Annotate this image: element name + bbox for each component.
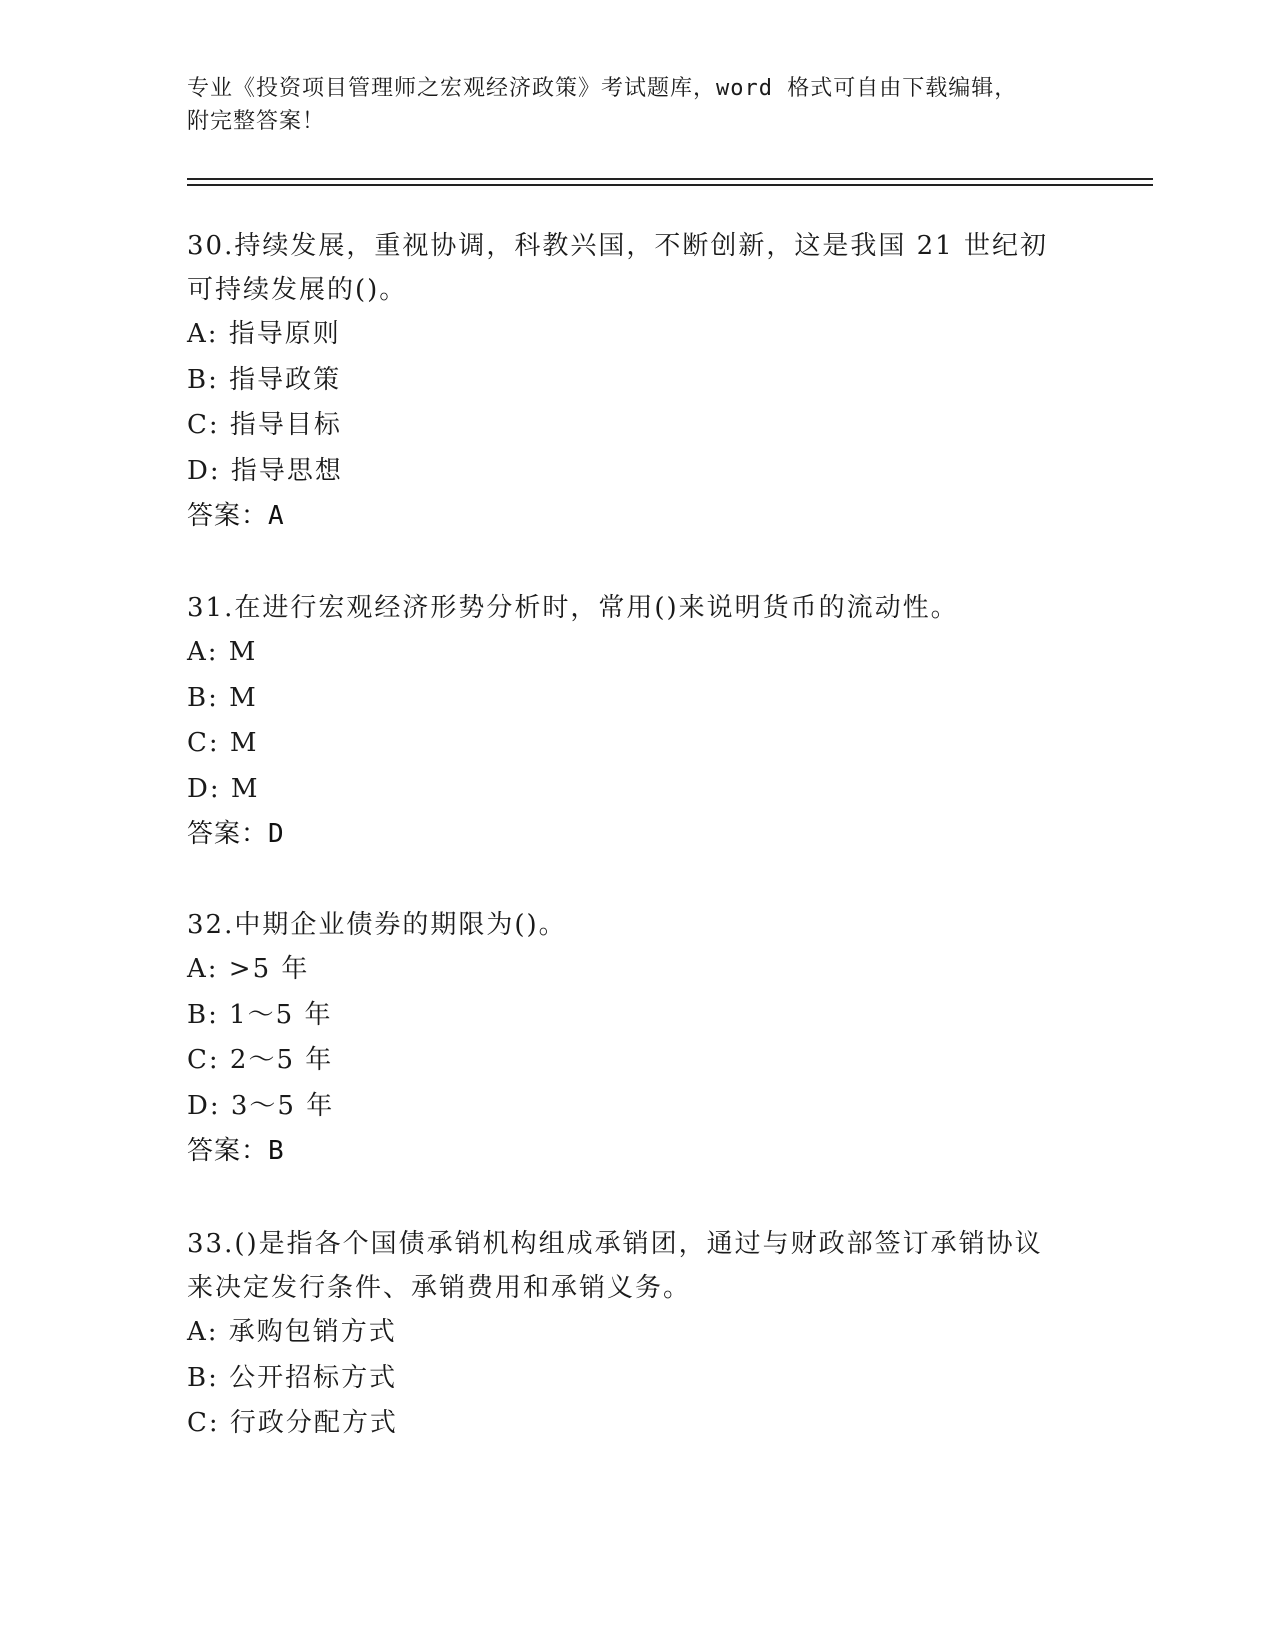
question-text-line-1: 30.持续发展，重视协调，科教兴国，不断创新，这是我国 21 世纪初 [187, 231, 1048, 261]
question-31 [187, 586, 1087, 858]
answer [187, 1129, 1087, 1175]
question-33 [187, 1222, 1087, 1447]
answer-value: D [268, 819, 285, 849]
intro-line-2: 附完整答案！ [187, 109, 326, 134]
option-c: C: 指导目标 [187, 410, 342, 440]
answer-label: 答案： [187, 501, 269, 531]
option-d: D: M [187, 773, 260, 804]
option-a: A: 指导原则 [187, 319, 341, 349]
document-intro [187, 72, 1097, 138]
question-text-line-2: 可持续发展的()。 [187, 275, 408, 305]
question-text-line-2: 来决定发行条件、承销费用和承销义务。 [187, 1273, 692, 1303]
question-30 [187, 224, 1087, 540]
answer [187, 812, 1087, 858]
option-a: A: 承购包销方式 [187, 1317, 397, 1347]
option-c: C: 2～5 年 [187, 1045, 334, 1075]
option-b: B: 指导政策 [187, 364, 342, 395]
option-d: D: 指导思想 [187, 455, 343, 486]
option-b: B: M [187, 682, 258, 713]
answer-label: 答案： [187, 1136, 269, 1166]
option-c: C: 行政分配方式 [187, 1408, 398, 1438]
option-b: B: 1～5 年 [187, 999, 333, 1030]
option-c: C: M [187, 728, 259, 758]
answer [187, 494, 1087, 540]
answer-value: B [268, 1136, 285, 1166]
option-a: A: M [187, 637, 258, 667]
question-text-line-1: 33.()是指各个国债承销机构组成承销团，通过与财政部签订承销协议 [187, 1229, 1043, 1259]
answer-label: 答案： [187, 819, 269, 849]
question-text-line-1: 31.在进行宏观经济形势分析时，常用()来说明货币的流动性。 [187, 593, 959, 623]
header-divider-top [187, 178, 1153, 180]
header-divider-bottom [187, 184, 1153, 186]
option-a: A: >5 年 [187, 954, 310, 984]
answer-value: A [268, 501, 285, 531]
option-b: B: 公开招标方式 [187, 1362, 398, 1393]
intro-line-1: 专业《投资项目管理师之宏观经济政策》考试题库，word 格式可自由下载编辑， [187, 76, 1018, 101]
question-text-line-1: 32.中期企业债券的期限为()。 [187, 910, 567, 940]
question-32 [187, 903, 1087, 1175]
option-d: D: 3～5 年 [187, 1090, 335, 1121]
